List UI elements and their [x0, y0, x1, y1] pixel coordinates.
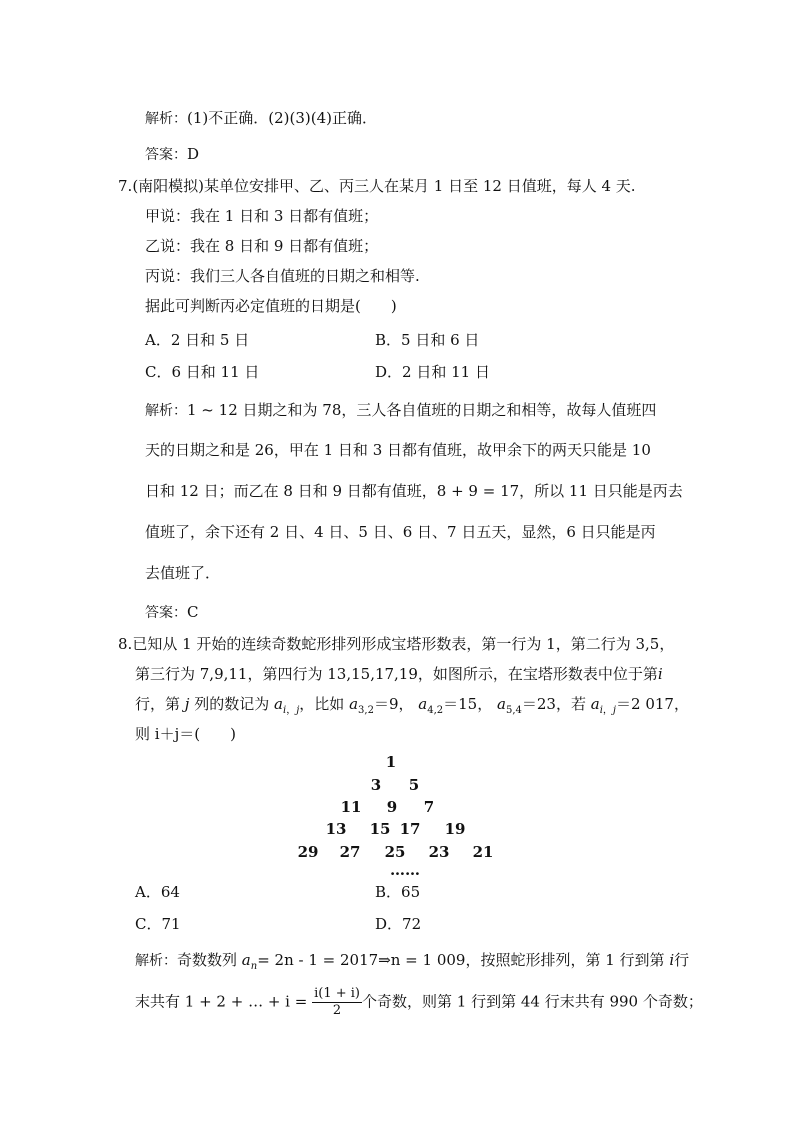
q7-answer [145, 602, 198, 623]
table-cell: 5 [408, 776, 420, 794]
q8-option-a: A．64 [135, 883, 180, 901]
q8-option-b: B．65 [375, 883, 421, 901]
q8-line3-text-e: ＝15， [443, 695, 493, 713]
question-stem: (南阳模拟)某单位安排甲、乙、丙三人在某月 1 日至 12 日值班，每人 4 天. [132, 177, 636, 195]
table-cell: 29 [297, 843, 319, 861]
q8-line4: 则 i＋j＝( ) [135, 725, 236, 743]
q8-line3: 行，第 j 列的数记为 $a_{i,j}$，比如 $a_{3,2}=9$， $a_{4,2}=15$， $a_{5,4}=23$，若 $a_{i,j}=2$ 017， [135, 695, 689, 716]
fraction-denominator: 2 [332, 1003, 342, 1018]
q7-option-c: C．6 日和 11 日 [145, 363, 260, 381]
q8-line2-text: 第三行为 7,9,11，第四行为 13,15,17,19，如图所示，在宝塔形数表中位于第 [135, 665, 658, 683]
table-cell: 3 [370, 776, 382, 794]
solution-label: 解析： [145, 111, 187, 127]
solution-label: 解析： [135, 953, 177, 969]
table-cell: 19 [444, 820, 466, 838]
q8-line3-text-a: 行，第 [135, 695, 181, 713]
q8-line3-text-d: ＝9， [373, 695, 414, 713]
table-cell: 25 [384, 843, 406, 861]
fraction-numerator: i(1 + i) [314, 986, 360, 1001]
q7-solution-line2: 天的日期之和是 26，甲在 1 日和 3 日都有值班，故甲余下的两天只能是 10 [145, 441, 651, 459]
solution-text-b: = 2n - 1 = 2017⇒n = 1 009，按照蛇形排列，第 1 行到第 [257, 951, 665, 969]
q7-solution-line4: 值班了，余下还有 2 日、4 日、5 日、6 日、7 日五天，显然，6 日只能是丙 [145, 523, 656, 541]
q7-solution-line3: 日和 12 日；而乙在 8 日和 9 日都有值班，8 + 9 = 17，所以 11 日只能是丙去 [145, 482, 683, 500]
variable-i: i [657, 665, 663, 683]
q8-line2 [135, 664, 663, 684]
answer-label: 答案： [145, 605, 187, 621]
question-number: 8. [118, 635, 133, 653]
table-cell: 9 [386, 798, 398, 816]
table-cell: 7 [423, 798, 435, 816]
variable-j: j [184, 695, 190, 713]
table-cell: 1 [385, 753, 397, 771]
question-number: 7. [118, 177, 133, 195]
q7-line2: 甲说：我在 1 日和 3 日都有值班； [145, 207, 379, 225]
q6-answer [145, 144, 199, 165]
q7-solution-line5: 去值班了． [145, 564, 221, 582]
table-cell: 13 [325, 820, 347, 838]
table-cell: 17 [399, 820, 421, 838]
solution-text-d: 末共有 1 + 2 + … + i = [135, 992, 308, 1011]
q8-solution-line2 [135, 986, 703, 1019]
solution-text-e: 个奇数，则第 1 行到第 44 行末共有 990 个奇数； [361, 992, 703, 1011]
answer-value: C [187, 603, 199, 621]
table-cell: 21 [472, 843, 494, 861]
question-stem: 已知从 1 开始的连续奇数蛇形排列形成宝塔形数表，第一行为 1，第二行为 3,5， [132, 635, 675, 653]
q8-line3-text-g: ＝2 017， [616, 695, 689, 713]
q8-solution-line1: 解析：奇数数列 $a_n= 2n - 1$ = 2017⇒n = 1 009，按照蛇形排列，第 1 行到第 i行 [135, 951, 690, 972]
q7-line4: 丙说：我们三人各自值班的日期之和相等. [145, 267, 420, 285]
q8-option-c: C．71 [135, 915, 181, 933]
table-cell: 27 [339, 843, 361, 861]
q7-line3: 乙说：我在 8 日和 9 日都有值班； [145, 237, 379, 255]
q8-line3-text-b: 列的数记为 [194, 695, 270, 713]
q6-solution [145, 108, 377, 129]
answer-label: 答案： [145, 147, 187, 163]
q8-line1 [118, 634, 674, 654]
solution-label: 解析： [145, 403, 187, 419]
solution-text-c: 行 [674, 951, 690, 969]
q8-line3-text-f: ＝23，若 [521, 695, 586, 713]
solution-text: (1)不正确．(2)(3)(4)正确． [187, 109, 377, 127]
fraction [312, 986, 362, 1019]
q7-option-a: A．2 日和 5 日 [145, 331, 250, 349]
q7-line5: 据此可判断丙必定值班的日期是( ) [145, 297, 397, 315]
solution-text: 1 ~ 12 日期之和为 78，三人各自值班的日期之和相等，故每人值班四 [187, 401, 657, 419]
q7-solution-line1 [145, 400, 656, 421]
answer-value: D [187, 145, 200, 163]
solution-text-a: 奇数数列 [177, 951, 238, 969]
q8-option-d: D．72 [375, 915, 422, 933]
q8-line3-text-c: ，比如 [299, 695, 345, 713]
q7-option-d: D．2 日和 11 日 [375, 363, 490, 381]
table-cell: 15 [369, 820, 391, 838]
table-cell: 23 [428, 843, 450, 861]
q7-option-b: B．5 日和 6 日 [375, 331, 480, 349]
q7-stem [118, 176, 636, 196]
table-cell: 11 [340, 798, 362, 816]
table-ellipsis: …… [390, 861, 420, 879]
